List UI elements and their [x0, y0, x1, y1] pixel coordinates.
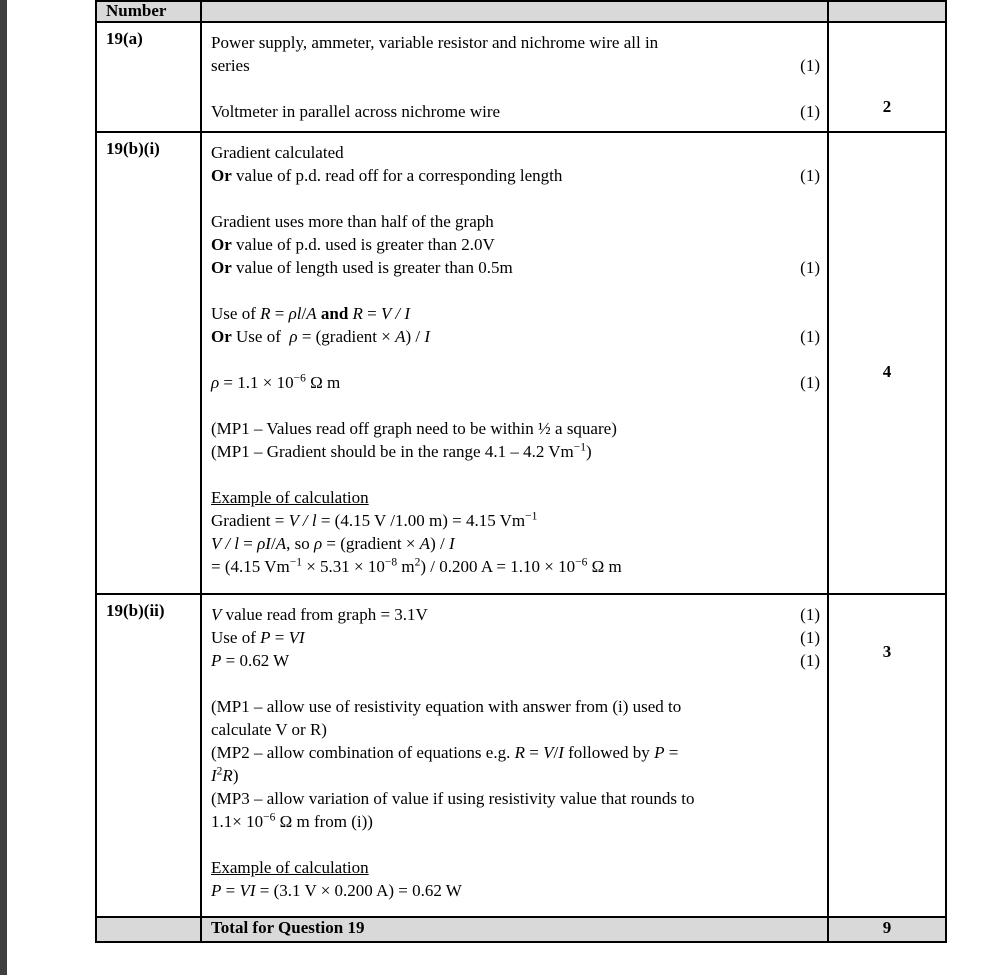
mark-point: (1) — [800, 258, 820, 277]
answer-line — [211, 371, 820, 394]
answer-line — [211, 164, 820, 187]
blank-line — [211, 187, 820, 210]
answer-text: = (4.15 $Vm^{-1} \times 5.31 \times 10^{-8}$ $m^2) / 0.200$ $A = 1.10 \times 10^{-6}$ Ω m — [211, 556, 622, 576]
blank-line — [211, 348, 820, 371]
answer-text: Use of P = VI — [211, 628, 305, 647]
total-row-label-cell — [201, 917, 828, 942]
answer-text: calculate V or R) — [211, 720, 327, 739]
answer-text: (MP1 – Values read off graph need to be within ½ a square) — [211, 419, 617, 438]
answer-line — [211, 555, 820, 578]
answer-text: P = 0.62 W — [211, 651, 290, 670]
blank-line — [211, 279, 820, 302]
row-total: 4 — [882, 362, 892, 381]
answer-line — [211, 764, 820, 787]
answer-cell — [201, 132, 828, 594]
question-total-value: 9 — [882, 918, 892, 937]
table-body — [96, 22, 946, 917]
answer-line — [211, 486, 820, 509]
answer-text: Or value of p.d. used is greater than 2.0V — [211, 235, 495, 254]
answer-line — [211, 626, 820, 649]
mark-point: (1) — [800, 56, 820, 75]
answer-text: Power supply, ammeter, variable resistor and nichrome wire all in — [211, 33, 659, 52]
answer-text: (MP1 – allow use of resistivity equation with answer from (i) used to — [211, 697, 682, 716]
blank-line — [211, 672, 820, 695]
question-number: 19(b)(ii) — [106, 601, 165, 620]
answer-line — [211, 256, 820, 279]
mark-point: (1) — [800, 166, 820, 185]
answer-header-cell — [201, 1, 828, 22]
answer-text: (MP3 – allow variation of value if using resistivity value that rounds to — [211, 789, 695, 808]
answer-line — [211, 695, 820, 718]
number-header-label: Number — [106, 1, 167, 20]
answer-line — [211, 100, 820, 123]
answer-text: Gradient calculated — [211, 143, 344, 162]
question-number-cell — [96, 132, 201, 594]
answer-line — [211, 233, 820, 256]
answer-cell — [201, 22, 828, 132]
answer-line — [211, 31, 820, 54]
answer-text: Or value of length used is greater than 0.5m — [211, 258, 513, 277]
answer-line — [211, 440, 820, 463]
question-number-cell — [96, 594, 201, 917]
mark-point: (1) — [800, 628, 820, 647]
total-question-label: Total for Question 19 — [211, 918, 365, 937]
blank-line — [211, 833, 820, 856]
answer-text: Or Use of ρ = (gradient × A) / I — [211, 327, 431, 346]
answer-text: V value read from graph = 3.1V — [211, 605, 428, 624]
answer-line — [211, 54, 820, 77]
answer-text: P = VI = (3.1 V × 0.200 A) = 0.62 W — [211, 881, 462, 900]
answer-line — [211, 532, 820, 555]
answer-line — [211, 509, 820, 532]
mark-point: (1) — [800, 651, 820, 670]
question-number: 19(b)(i) — [106, 139, 160, 158]
blank-line — [211, 463, 820, 486]
number-header-cell — [96, 1, 201, 22]
answer-text: (MP2 – allow combination of equations e.g. R = V/I followed by P = — [211, 743, 679, 762]
blank-line — [211, 77, 820, 100]
mark-cell — [828, 594, 946, 917]
answer-line — [211, 810, 820, 833]
answer-text: V / l = ρI/A, so ρ = (gradient × A) / I — [211, 534, 455, 553]
answer-text: Example of calculation — [211, 858, 369, 877]
answer-line — [211, 649, 820, 672]
answer-text: Voltmeter in parallel across nichrome wire — [211, 102, 501, 121]
mark-header-cell — [828, 1, 946, 22]
mark-scheme-table — [95, 0, 947, 943]
total-row — [96, 917, 946, 942]
answer-text: $\rho = 1.1 \times 10^{-6}$ Ω m — [211, 372, 341, 392]
answer-text: series — [211, 56, 250, 75]
answer-text: $1.1\times 10^{-6}$ Ω m from (i)) — [211, 811, 373, 831]
answer-line — [211, 603, 820, 626]
table-row — [96, 22, 946, 132]
answer-text: (MP1 – Gradient should be in the range 4.1 – 4.2 $Vm^{-1}$) — [211, 441, 592, 461]
header-row — [96, 1, 946, 22]
mark-point: (1) — [800, 102, 820, 121]
answer-text: Use of R = ρl/A and R = V / I — [211, 304, 410, 323]
answer-text: Gradient uses more than half of the graph — [211, 212, 494, 231]
answer-text: Example of calculation — [211, 488, 369, 507]
answer-line — [211, 210, 820, 233]
answer-line — [211, 856, 820, 879]
answer-line — [211, 141, 820, 164]
answer-line — [211, 787, 820, 810]
answer-text: Gradient = V / l = (4.15 V /1.00 m) = 4.15 $Vm^{-1}$ — [211, 510, 538, 530]
mark-point: (1) — [800, 327, 820, 346]
blank-line — [211, 394, 820, 417]
question-number: 19(a) — [106, 29, 143, 48]
answer-line — [211, 302, 820, 325]
total-row-mark-cell — [828, 917, 946, 942]
row-total: 2 — [882, 97, 892, 116]
answer-line — [211, 325, 820, 348]
table-row — [96, 132, 946, 594]
mark-cell — [828, 22, 946, 132]
mark-point: (1) — [800, 373, 820, 392]
total-row-number-cell — [96, 917, 201, 942]
answer-line — [211, 718, 820, 741]
answer-line — [211, 741, 820, 764]
answer-text: $I^2R$) — [211, 765, 239, 785]
answer-line — [211, 417, 820, 440]
mark-point: (1) — [800, 605, 820, 624]
answer-text: Or value of p.d. read off for a corresponding length — [211, 166, 563, 185]
scanned-page-edge — [0, 0, 7, 975]
row-total: 3 — [882, 642, 892, 661]
question-number-cell — [96, 22, 201, 132]
mark-cell — [828, 132, 946, 594]
answer-cell — [201, 594, 828, 917]
answer-line — [211, 879, 820, 902]
table-row — [96, 594, 946, 917]
